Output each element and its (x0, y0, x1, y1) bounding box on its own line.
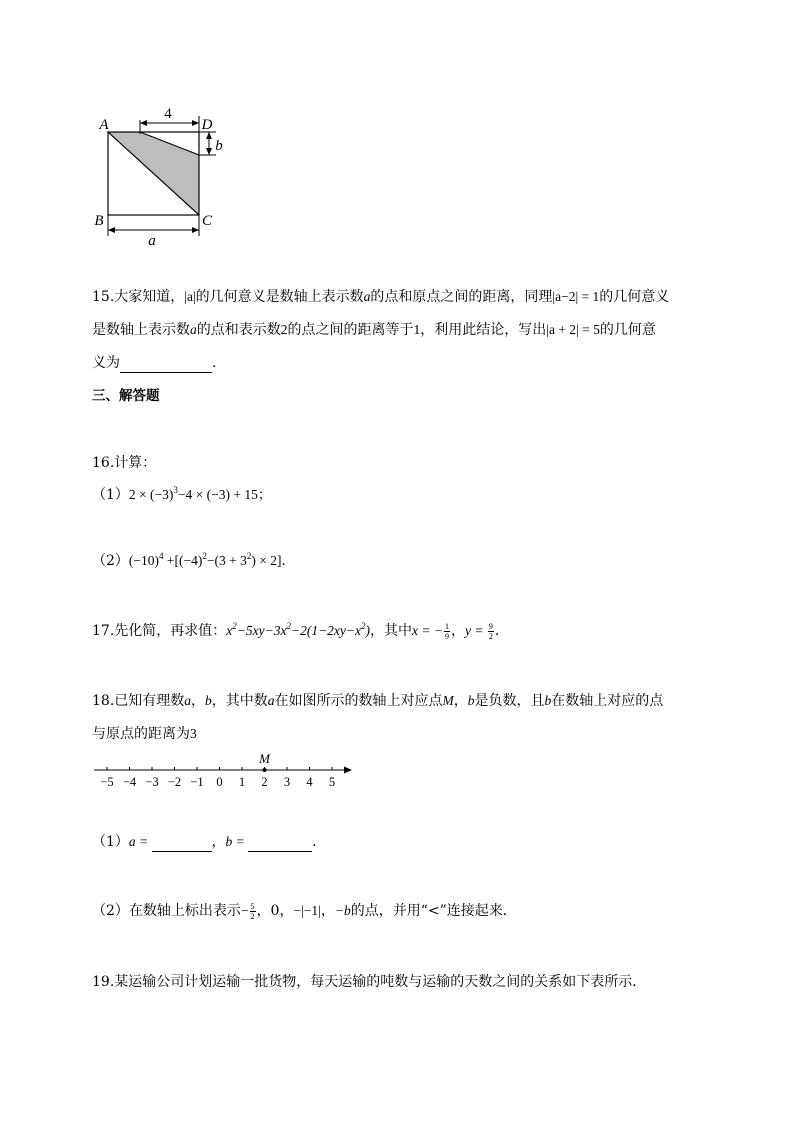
abs-a-plus-2-expr: |a + 2| = 5 (546, 322, 600, 337)
dim-top-label: 4 (164, 106, 172, 122)
q17-text: ，其中 (370, 623, 413, 639)
part-label: （1） (92, 487, 129, 503)
part-label: （1） (92, 834, 129, 850)
point-m-marker (263, 768, 267, 772)
section-heading: 三、解答题 (92, 388, 160, 404)
q19-line: 19.某运输公司计划运输一批货物，每天运输的吨数与运输的天数之间的关系如下表所示． (92, 974, 647, 990)
tick-label: 0 (216, 775, 223, 789)
q17-text: . (494, 623, 500, 639)
q15-text: 的几何意义 (599, 289, 670, 305)
q16-part-1 (92, 485, 271, 505)
q15-text: 的几何意 (599, 322, 656, 338)
x-value: x = − $\frac{1}{9}$ (412, 622, 449, 642)
q16-p2-expr: $(-10)^4 +[(-4)^2-(3 + 3^2) \times 2]$． (128, 551, 295, 568)
q15-text: 的点和原点之间的距离，同理 (370, 289, 553, 305)
q17-expr: $x^2-5xy-3x^2-2(1-2xy-x^2)$ (226, 621, 371, 638)
q18-line-2: 与原点的距离为3 (92, 726, 197, 742)
q15-text: 的点之间的距离等于 (287, 322, 414, 338)
part-label: （2） (92, 553, 129, 569)
tick-label: 2 (261, 775, 268, 789)
q15-line-2 (92, 320, 656, 340)
label-a-corner: A (99, 117, 109, 133)
q15-text: 的几何意义是数轴上表示数 (195, 289, 364, 305)
q17-line (92, 621, 499, 641)
q15-text: ，利用此结论，写出 (420, 322, 547, 338)
tick-label: 3 (283, 775, 291, 789)
tick-label: −4 (122, 775, 137, 789)
q16-part-2 (92, 551, 295, 571)
abs-a-expr: |a| (184, 289, 196, 304)
y-value: y = $\frac{9}{2}$ (465, 622, 493, 642)
q15-text: 大家知道， (114, 289, 185, 305)
q16-p1-expr: $2 \times (-3)^3-4 \times (-3) + 15$； (128, 485, 272, 502)
tick-label: −1 (190, 775, 204, 789)
dim-bottom-label: a (148, 233, 156, 249)
label-c-corner: C (201, 213, 213, 229)
q15-text: . (212, 355, 217, 371)
number-1: 1 (413, 322, 421, 337)
q17-text: 17.先化简，再求值： (92, 623, 227, 639)
tick-label: −2 (167, 775, 182, 789)
a-answer-blank[interactable] (152, 837, 212, 852)
var-a: a (190, 322, 197, 337)
q15-answer-blank[interactable] (120, 358, 212, 373)
label-b-corner: B (94, 213, 104, 229)
dim-right-label: b (215, 138, 223, 154)
tick-label: 4 (306, 775, 313, 789)
q16-title: 16.计算： (92, 455, 157, 471)
var-a: a (363, 289, 371, 304)
separator: ， (451, 623, 465, 639)
q15-text: 义为 (92, 355, 120, 371)
q15-line-1 (92, 287, 669, 307)
tick-label: −5 (100, 775, 114, 789)
q18-part-1: （1）a = ，b = . (92, 834, 317, 850)
q15-line-3 (92, 353, 216, 373)
b-answer-blank[interactable] (248, 837, 312, 852)
q15-number: 15. (92, 289, 115, 305)
q18-part-2: （2）在数轴上标出表示− $\frac{5}{2}$ ，0，−|−1|，−b的点，并用“<”连接起来． (92, 901, 517, 921)
tick-label: 5 (328, 775, 336, 789)
rectangle-figure (88, 100, 238, 250)
number-2: 2 (280, 322, 288, 337)
tick-label: 1 (238, 775, 246, 789)
tick-label: −3 (145, 775, 159, 789)
q15-text: 的点和表示数 (196, 322, 281, 338)
label-d-corner: D (201, 117, 213, 133)
q15-text: 是数轴上表示数 (92, 322, 190, 338)
point-m-label: M (259, 751, 270, 766)
q18-line-1: 18.已知有理数a，b，其中数a在如图所示的数轴上对应点M，b是负数，且b在数轴上对应的点 (92, 693, 664, 709)
abs-a-minus-2-expr: |a−2| = 1 (552, 289, 600, 304)
number-line (90, 748, 360, 794)
